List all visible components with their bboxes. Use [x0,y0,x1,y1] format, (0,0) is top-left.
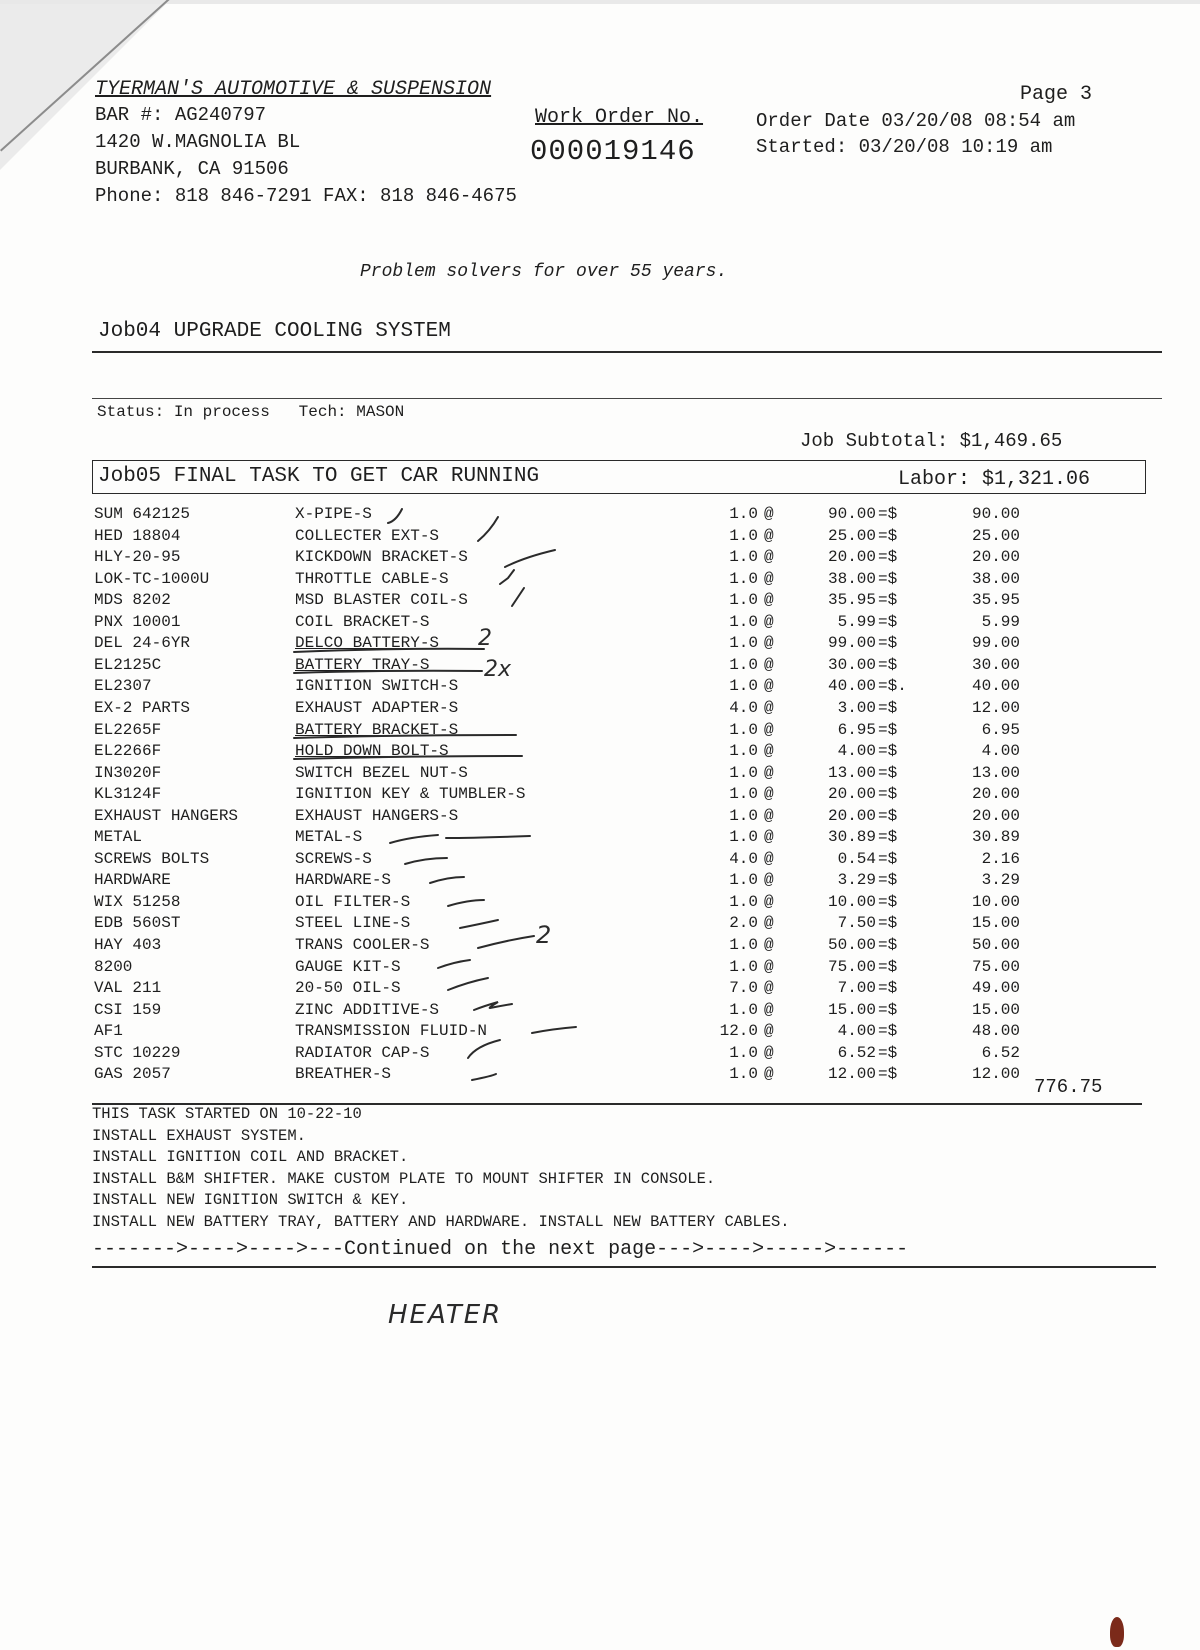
part-description: 20-50 OIL-S [295,979,401,998]
part-quantity: 7.0 [729,979,758,998]
margin-note-2: 2 [478,626,492,651]
part-equals: =$. [878,677,907,696]
part-equals: =$ [878,742,898,761]
company-name: TYERMAN'S AUTOMOTIVE & SUSPENSION [95,78,492,101]
part-line-total: 20.00 [971,806,1020,825]
part-quantity: 1.0 [729,569,758,588]
job04-status: Status: In process Tech: MASON [97,403,405,421]
part-description: BATTERY TRAY-S [295,655,430,674]
part-line-total: 10.00 [971,892,1020,911]
part-code: VAL 211 [94,979,162,998]
dash-mark [405,858,447,864]
dash-mark [438,960,470,968]
work-order-number: 000019146 [530,135,696,168]
part-quantity: 1.0 [729,548,758,567]
part-equals: =$ [878,1043,898,1062]
part-at-sign: @ [764,785,774,804]
part-line-total: 15.00 [971,1000,1020,1019]
part-at-sign: @ [764,1022,774,1041]
part-unit-price: 4.00 [837,742,876,761]
part-quantity: 1.0 [729,785,758,804]
part-line-total: 48.00 [971,1022,1020,1041]
part-at-sign: @ [764,892,774,911]
part-unit-price: 7.50 [837,914,876,933]
dash-mark [448,900,484,906]
part-equals: =$ [878,957,898,976]
part-at-sign: @ [764,1000,774,1019]
part-code: WIX 51258 [94,892,181,911]
part-at-sign: @ [764,526,774,545]
note-line: INSTALL NEW IGNITION SWITCH & KEY. [92,1191,409,1209]
job05-labor: Labor: $1,321.06 [898,468,1091,491]
work-order-label: Work Order No. [535,106,704,129]
part-quantity: 1.0 [729,892,758,911]
dash-mark [460,920,498,928]
part-at-sign: @ [764,849,774,868]
dash-mark [448,978,488,990]
part-unit-price: 3.29 [837,871,876,890]
part-code: 8200 [94,957,133,976]
part-quantity: 1.0 [729,526,758,545]
check-mark [478,517,498,541]
part-line-total: 50.00 [971,936,1020,954]
part-equals: =$ [878,569,898,588]
part-line-total: 20.00 [971,548,1020,567]
part-line-total: 15.00 [971,914,1020,933]
part-unit-price: 38.00 [827,569,876,588]
dash-mark [472,1074,496,1080]
part-description: KICKDOWN BRACKET-S [295,548,468,567]
part-unit-price: 20.00 [827,785,876,804]
part-quantity: 4.0 [729,849,758,868]
part-at-sign: @ [764,957,774,976]
part-equals: =$ [878,612,898,631]
part-unit-price: 35.95 [827,591,876,610]
part-quantity: 4.0 [729,698,758,717]
part-description: STEEL LINE-S [295,914,411,933]
part-quantity: 1.0 [729,634,758,653]
part-at-sign: @ [764,720,774,739]
part-unit-price: 4.00 [837,1022,876,1041]
part-code: EL2125C [94,655,162,674]
part-code: HARDWARE [94,871,171,890]
part-description: METAL-S [295,828,363,847]
part-code: HED 18804 [94,526,181,545]
part-description: HOLD DOWN BOLT-S [295,742,449,761]
part-code: GAS 2057 [94,1065,171,1084]
note-line: INSTALL B&M SHIFTER. MAKE CUSTOM PLATE TO MOUNT SHIFTER IN CONSOLE. [92,1169,716,1188]
part-description: ZINC ADDITIVE-S [295,1000,440,1019]
part-description: DELCO BATTERY-S [295,634,440,653]
part-at-sign: @ [764,634,774,653]
part-equals: =$ [878,720,898,739]
part-description: X-PIPE-S [295,505,372,523]
part-equals: =$ [878,806,898,825]
part-at-sign: @ [764,612,774,631]
part-line-total: 6.95 [981,720,1020,739]
part-at-sign: @ [764,569,774,588]
part-quantity: 1.0 [729,871,758,890]
part-quantity: 1.0 [729,677,758,696]
part-equals: =$ [878,1000,898,1019]
part-line-total: 35.95 [971,591,1020,610]
part-unit-price: 6.52 [837,1043,876,1062]
check-mark [388,509,402,523]
part-unit-price: 6.95 [837,720,876,739]
part-at-sign: @ [764,1043,774,1062]
part-line-total: 49.00 [971,979,1020,998]
part-unit-price: 20.00 [827,806,876,825]
part-unit-price: 30.89 [827,828,876,847]
part-at-sign: @ [764,742,774,761]
note-line: INSTALL IGNITION COIL AND BRACKET. [92,1148,409,1166]
part-code: EDB 560ST [94,914,181,933]
part-unit-price: 3.00 [837,698,876,717]
company-address: 1420 W.MAGNOLIA BL [95,131,301,153]
check-mark [512,588,524,606]
part-at-sign: @ [764,655,774,674]
part-quantity: 1.0 [729,1065,758,1084]
part-equals: =$ [878,526,898,545]
part-at-sign: @ [764,698,774,717]
part-quantity: 1.0 [729,1043,758,1062]
check-mark [500,570,514,584]
margin-note-2b: 2 [536,921,552,949]
part-unit-price: 50.00 [827,936,876,954]
part-line-total: 30.00 [971,655,1020,674]
job04-title: Job04 UPGRADE COOLING SYSTEM [98,320,451,343]
part-code: EXHAUST HANGERS [94,806,239,825]
ink-stain [1110,1617,1124,1647]
part-quantity: 1.0 [729,936,758,954]
part-unit-price: 7.00 [837,979,876,998]
underline-mark [294,649,484,652]
part-equals: =$ [878,871,898,890]
part-unit-price: 0.54 [837,849,876,868]
dash-mark [478,936,534,948]
part-code: SUM 642125 [94,505,191,523]
part-quantity: 2.0 [729,914,758,933]
part-unit-price: 75.00 [827,957,876,976]
part-code: PNX 10001 [94,612,181,631]
part-line-total: 3.29 [981,871,1020,890]
part-line-total: 5.99 [981,612,1020,631]
dash-mark [390,835,438,843]
check-mark [505,550,555,567]
part-line-total: 25.00 [971,526,1020,545]
part-code: KL3124F [94,785,162,804]
part-unit-price: 40.00 [827,677,876,696]
part-unit-price: 20.00 [827,548,876,567]
part-description: SWITCH BEZEL NUT-S [295,763,468,782]
part-quantity: 1.0 [729,763,758,782]
margin-note-2x: 2x [484,657,512,682]
part-unit-price: 25.00 [827,526,876,545]
part-description: COIL BRACKET-S [295,612,430,631]
part-at-sign: @ [764,979,774,998]
part-description: OIL FILTER-S [295,892,411,911]
part-unit-price: 10.00 [827,892,876,911]
started-date: Started: 03/20/08 10:19 am [756,136,1053,158]
part-description: TRANSMISSION FLUID-N [295,1022,488,1041]
part-at-sign: @ [764,914,774,933]
part-description: BATTERY BRACKET-S [295,720,459,739]
part-code: CSI 159 [94,1000,162,1019]
part-description: TRANS COOLER-S [295,936,430,954]
part-equals: =$ [878,936,898,954]
part-line-total: 2.16 [981,849,1020,868]
part-line-total: 90.00 [971,505,1020,523]
part-description: IGNITION KEY & TUMBLER-S [295,785,526,804]
handwritten-note: HEATER [388,1300,503,1330]
part-code: DEL 24-6YR [94,634,191,653]
underline-mark [294,756,522,759]
part-description: GAUGE KIT-S [295,957,401,976]
part-code: EL2265F [94,720,162,739]
check-mark [474,1002,512,1010]
part-code: EL2266F [94,742,162,761]
part-line-total: 12.00 [971,1065,1020,1084]
company-phone: Phone: 818 846-7291 FAX: 818 846-4675 [95,185,517,207]
part-unit-price: 12.00 [827,1065,876,1084]
part-equals: =$ [878,1022,898,1041]
part-unit-price: 90.00 [827,505,876,523]
part-description: EXHAUST HANGERS-S [295,806,459,825]
part-equals: =$ [878,591,898,610]
part-equals: =$ [878,785,898,804]
part-at-sign: @ [764,591,774,610]
dash-mark [446,836,530,838]
part-line-total: 99.00 [971,634,1020,653]
part-code: METAL [94,828,143,847]
part-line-total: 13.00 [971,763,1020,782]
part-equals: =$ [878,763,898,782]
part-description: COLLECTER EXT-S [295,526,440,545]
part-quantity: 1.0 [729,612,758,631]
part-equals: =$ [878,655,898,674]
part-equals: =$ [878,914,898,933]
job04-subtotal: Job Subtotal: $1,469.65 [800,430,1063,452]
part-at-sign: @ [764,505,774,523]
part-equals: =$ [878,892,898,911]
note-line: INSTALL EXHAUST SYSTEM. [92,1126,306,1145]
part-unit-price: 30.00 [827,655,876,674]
part-unit-price: 13.00 [827,763,876,782]
part-equals: =$ [878,979,898,998]
check-mark [468,1040,500,1058]
company-city: BURBANK, CA 91506 [95,158,289,180]
underline-mark [294,671,482,673]
underline-mark [294,735,516,738]
part-at-sign: @ [764,806,774,825]
part-quantity: 1.0 [729,806,758,825]
part-at-sign: @ [764,936,774,954]
part-code: LOK-TC-1000U [94,569,210,588]
tagline: Problem solvers for over 55 years. [360,262,728,282]
bar-number: BAR #: AG240797 [95,104,267,126]
dash-mark [430,877,464,883]
part-description: IGNITION SWITCH-S [295,677,459,696]
part-equals: =$ [878,698,898,717]
part-quantity: 1.0 [729,742,758,761]
part-code: MDS 8202 [94,591,171,610]
part-quantity: 1.0 [729,720,758,739]
part-equals: =$ [878,828,898,847]
part-quantity: 1.0 [729,1000,758,1019]
part-quantity: 1.0 [729,655,758,674]
part-quantity: 12.0 [719,1022,758,1041]
part-equals: =$ [878,505,898,523]
note-line: THIS TASK STARTED ON 10-22-10 [92,1105,362,1123]
part-code: AF1 [94,1022,123,1041]
part-description: THROTTLE CABLE-S [295,569,449,588]
part-code: IN3020F [94,763,162,782]
part-code: EX-2 PARTS [94,698,191,717]
part-quantity: 1.0 [729,591,758,610]
part-line-total: 40.00 [971,677,1020,696]
part-equals: =$ [878,548,898,567]
part-at-sign: @ [764,548,774,567]
part-at-sign: @ [764,828,774,847]
part-equals: =$ [878,849,898,868]
part-unit-price: 99.00 [827,634,876,653]
part-unit-price: 15.00 [827,1000,876,1019]
part-code: STC 10229 [94,1043,181,1062]
part-description: SCREWS-S [295,849,372,868]
order-date: Order Date 03/20/08 08:54 am [756,110,1076,132]
part-quantity: 1.0 [729,505,758,523]
part-quantity: 1.0 [729,828,758,847]
part-at-sign: @ [764,1065,774,1084]
job05-title: Job05 FINAL TASK TO GET CAR RUNNING [98,465,540,488]
part-description: HARDWARE-S [295,871,392,890]
part-code: HAY 403 [94,936,162,954]
part-code: HLY-20-95 [94,548,181,567]
part-line-total: 20.00 [971,785,1020,804]
part-line-total: 30.89 [971,828,1020,847]
part-line-total: 75.00 [971,957,1020,976]
part-line-total: 4.00 [981,742,1020,761]
part-description: BREATHER-S [295,1065,392,1084]
part-code: SCREWS BOLTS [94,849,210,868]
note-line: INSTALL NEW BATTERY TRAY, BATTERY AND HARDWARE. INSTALL NEW BATTERY CABLES. [92,1212,790,1231]
part-description: EXHAUST ADAPTER-S [295,698,459,717]
part-equals: =$ [878,634,898,653]
part-description: MSD BLASTER COIL-S [295,591,468,610]
parts-total: 776.75 [1034,1076,1103,1098]
part-line-total: 6.52 [981,1043,1020,1062]
part-at-sign: @ [764,871,774,890]
part-equals: =$ [878,1065,898,1084]
part-unit-price: 5.99 [837,612,876,631]
part-code: EL2307 [94,677,152,696]
part-quantity: 1.0 [729,957,758,976]
dash-mark [532,1027,576,1033]
page-number: Page 3 [1020,83,1093,106]
part-at-sign: @ [764,677,774,696]
part-description: RADIATOR CAP-S [295,1043,430,1062]
part-line-total: 38.00 [971,569,1020,588]
part-at-sign: @ [764,763,774,782]
part-line-total: 12.00 [971,698,1020,717]
continued-line: ------->---->---->---Continued on the next page--->---->----->------ [92,1238,909,1261]
